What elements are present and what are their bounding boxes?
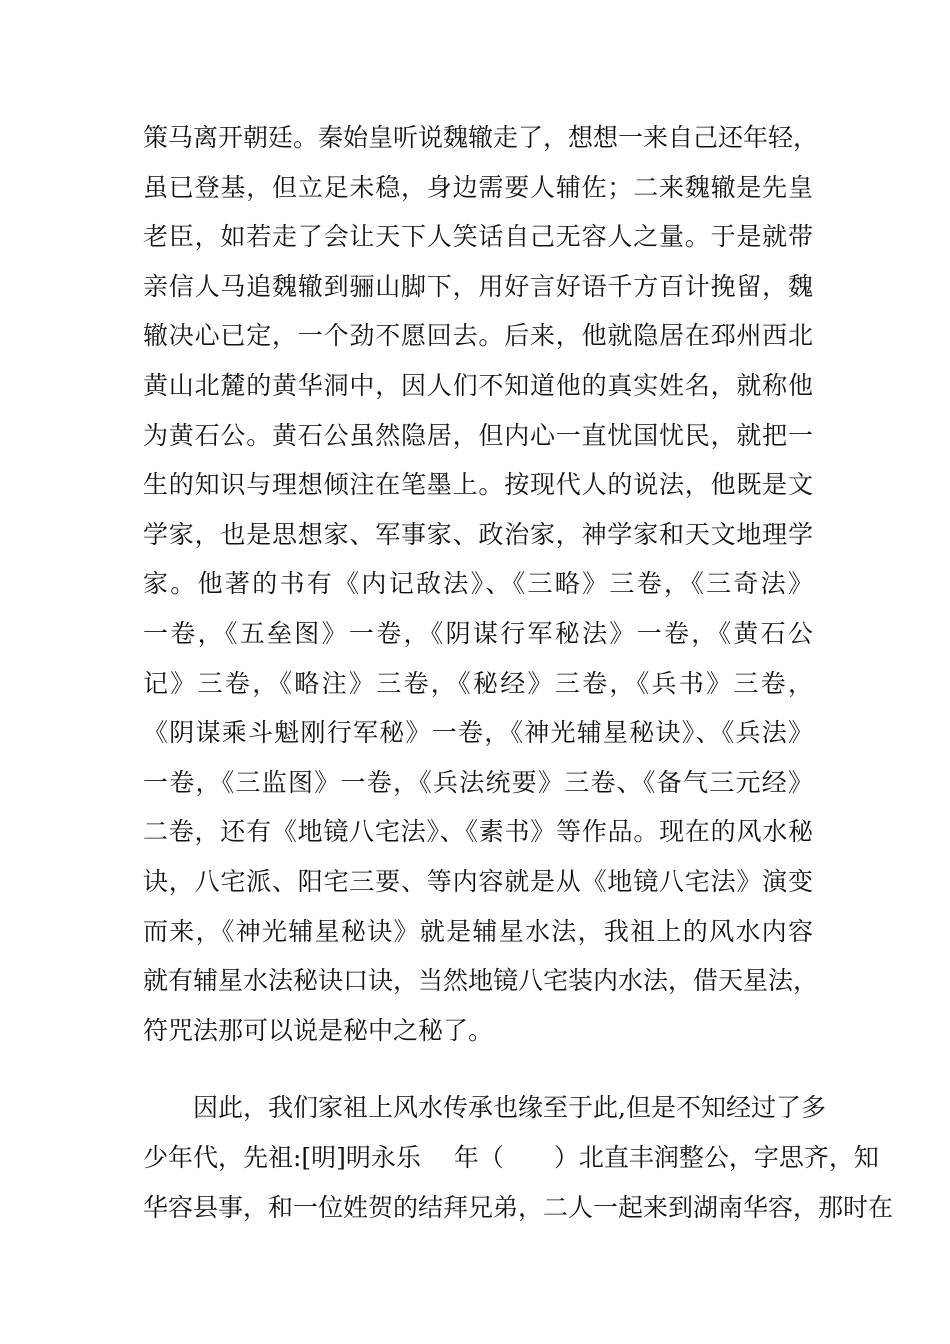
paragraph-1 [143,113,819,1055]
paragraph-line: 而来，《神光辅星秘诀》就是辅星水法，我祖上的风水内容 [143,916,813,946]
paragraph-line: 黄山北麓的黄华洞中，因人们不知道他的真实姓名，就称他 [143,370,813,400]
paragraph-line: 老臣，如若走了会让天下人笑话自己无容人之量。于是就带 [143,222,813,252]
paragraph-line: 少年代，先祖:[明]明永乐 年（ ）北直丰润整公，字思齐，知 [143,1143,879,1172]
paragraph-line: 华容县事，和一位姓贺的结拜兄弟，二人一起来到湖南华容，那时在 [143,1193,894,1222]
paragraph-line: 一卷，《三监图》一卷，《兵法统要》三卷、《备气三元经》 [143,767,813,797]
paragraph-line: 记》三卷，《略注》三卷，《秘经》三卷，《兵书》三卷， [143,668,813,698]
paragraph-line: 诀，八宅派、阳宅三要、等内容就是从《地镜八宅法》演变 [143,866,813,896]
paragraph-line: 生的知识与理想倾注在笔墨上。按现代人的说法，他既是文 [143,470,813,500]
paragraph-line: 策马离开朝廷。秦始皇听说魏辙走了，想想一来自己还年轻， [143,123,819,152]
paragraph-line: 就有辅星水法秘诀口诀，当然地镜八宅装内水法，借天星法， [143,966,819,996]
paragraph-line: 一卷，《五垒图》一卷，《阴谋行军秘法》一卷，《黄石公 [143,618,813,648]
paragraph-line: 因此，我们家祖上风水传承也缘至于此,但是不知经过了多 [193,1093,826,1122]
paragraph-2 [143,1083,894,1233]
paragraph-line: 符咒法那可以说是秘中之秘了。 [143,1015,494,1045]
paragraph-line: 家。他著的书有《内记敌法》、《三略》三卷，《三奇法》 [143,569,813,599]
paragraph-line: 学家，也是思想家、军事家、政治家，神学家和天文地理学 [143,519,813,549]
paragraph-line: 二卷，还有《地镜八宅法》、《素书》等作品。现在的风水秘 [143,817,813,847]
paragraph-line: 《阴谋乘斗魁刚行军秘》一卷，《神光辅星秘诀》、《兵法》 [143,718,813,748]
paragraph-line: 虽已登基，但立足未稳，身边需要人辅佐；二来魏辙是先皇 [143,172,813,202]
paragraph-line: 亲信人马追魏辙到骊山脚下，用好言好语千方百计挽留，魏 [143,271,813,301]
paragraph-line: 辙决心已定，一个劲不愿回去。后来，他就隐居在邳州西北 [143,321,813,351]
paragraph-line: 为黄石公。黄石公虽然隐居，但内心一直忧国忧民，就把一 [143,420,813,450]
